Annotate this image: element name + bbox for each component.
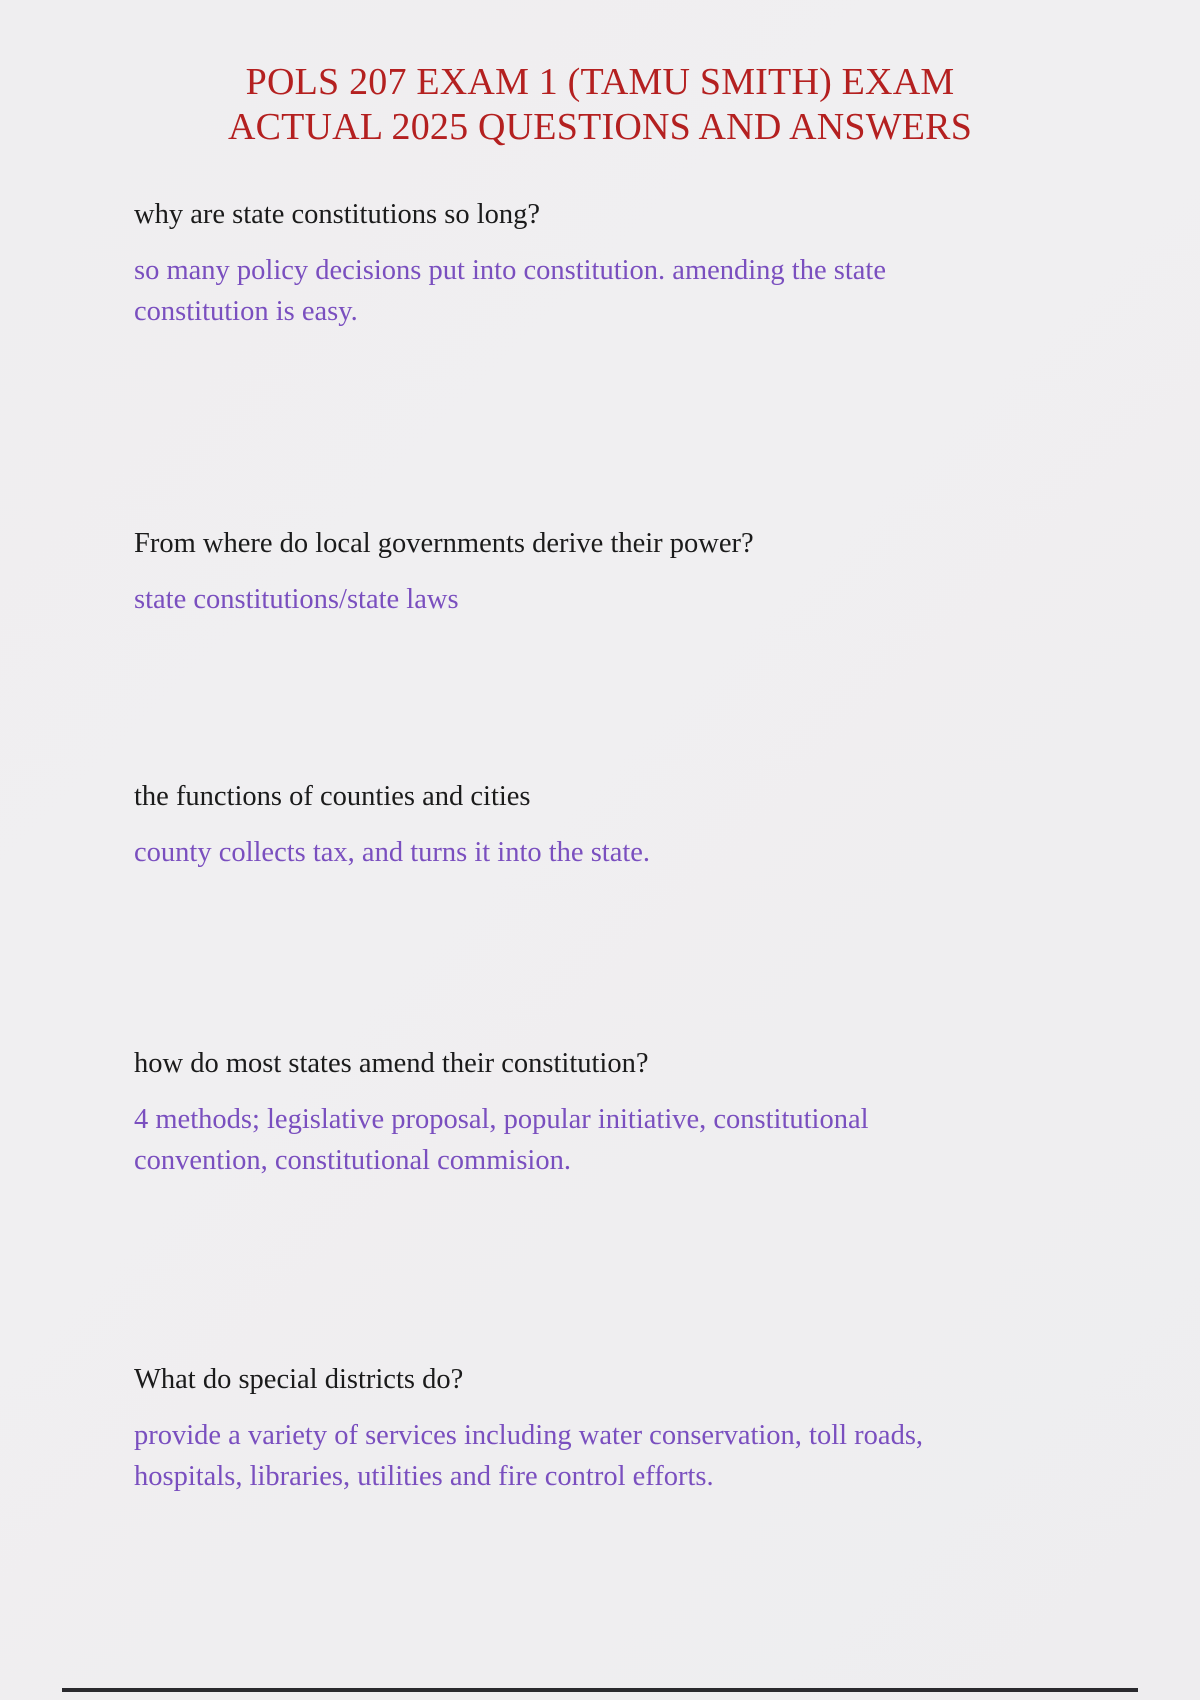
qa-block-5	[134, 1361, 1014, 1497]
question-text: why are state constitutions so long?	[134, 199, 541, 230]
page-title	[200, 0, 1000, 150]
qa-list	[134, 196, 1014, 1498]
qa-spacer	[134, 1181, 1014, 1361]
qa-block-1	[134, 196, 1014, 332]
question-text: how do most states amend their constitution?	[134, 1048, 649, 1080]
answer-text: state constitutions/state laws	[134, 583, 459, 615]
answer-text: provide a variety of services including water conservation, toll roads, hospitals, libraries, utilities and fire control efforts.	[134, 1419, 924, 1493]
page-title-line-1: POLS 207 EXAM 1 (TAMU SMITH) EXAM	[245, 61, 955, 103]
answer-text: county collects tax, and turns it into the state.	[134, 836, 651, 868]
qa-block-4	[134, 1045, 1014, 1181]
qa-spacer	[134, 332, 1014, 525]
qa-block-3	[134, 778, 1014, 873]
qa-spacer	[134, 620, 1014, 778]
answer-text: 4 methods; legislative proposal, popular initiative, constitutional convention, constitutional commision.	[134, 1103, 869, 1176]
page-bottom-divider	[62, 1688, 1138, 1692]
qa-spacer	[134, 873, 1014, 1045]
question-text: the functions of counties and cities	[134, 781, 531, 813]
answer-text: so many policy decisions put into constitution. amending the state constitution is easy.	[134, 254, 886, 327]
question-text: What do special districts do?	[134, 1364, 464, 1396]
question-text: From where do local governments derive their power?	[134, 528, 754, 560]
qa-block-2	[134, 525, 1014, 620]
page-title-line-2: ACTUAL 2025 QUESTIONS AND ANSWERS	[227, 105, 973, 148]
